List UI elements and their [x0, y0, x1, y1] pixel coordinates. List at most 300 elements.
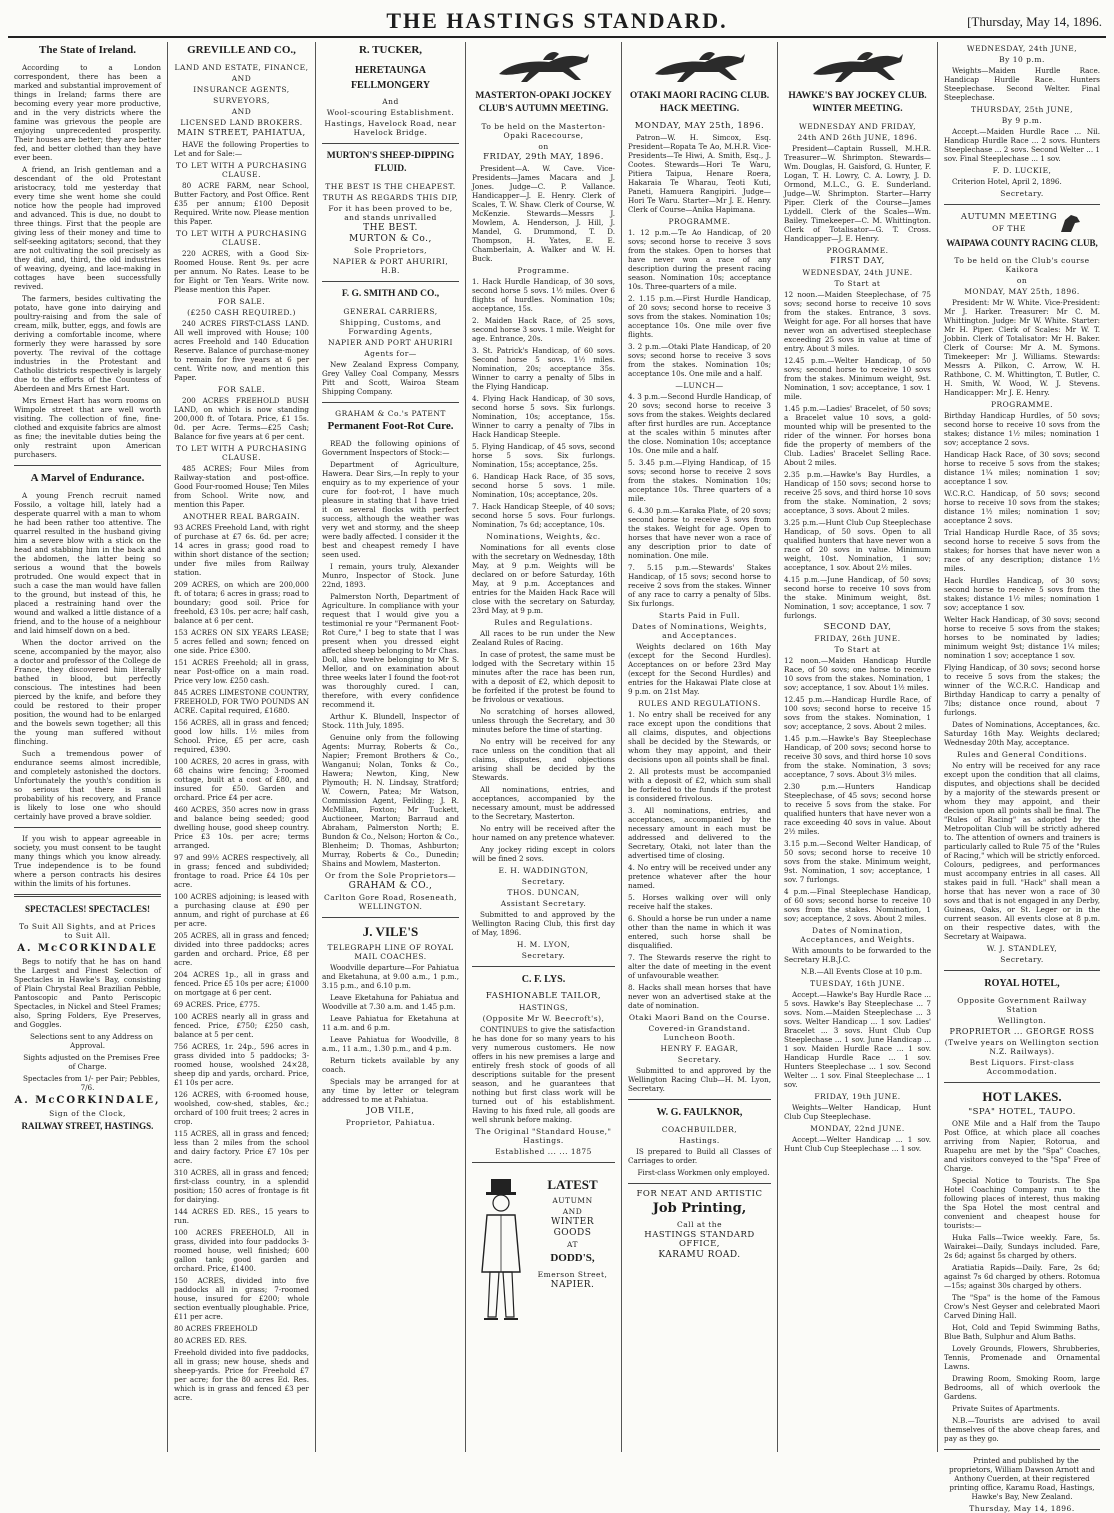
ad-paragraph: Department of Agriculture, Hawera. Dear Sirs,—In reply to your enquiry as to my experience of your cure for foot-rot, I have much pleasure in stating that I have tried it on several flocks with perfect success, although the weather was very wet and stormy, and the sheep were badly affected. I consider it the best and cheapest remedy I have seen used. — [322, 460, 459, 559]
ad-line: on — [538, 142, 549, 151]
dodds-ad — [472, 1169, 615, 1335]
section-heading: ANOTHER REAL BARGAIN. — [183, 512, 300, 521]
race-entry: 2. Maiden Hack Race, of 25 sovs, second horse 3 sovs. 1 mile. Weight for age. Entrance, 20s. — [472, 316, 615, 343]
day-heading: WEDNESDAY, 24th JUNE, — [966, 44, 1078, 53]
race-entry: 6. Handicap Hack Race, of 35 sovs, second horse 5 sovs. 1 mile. Nomination, 10s; acceptance, 20s. — [472, 472, 615, 499]
horse-head-icon — [1057, 212, 1083, 234]
ad-line: Secretary. — [1000, 189, 1044, 198]
race-entry: 12.45 p.m.—Welter Handicap, of 50 sovs; second horse to receive 10 sovs from the stakes. Minimum weight, 9st. Nomination, 1 sov; acceptance, 1 sov. 1 mile. — [784, 356, 931, 401]
rule-item: 7. The Stewards reserve the right to alter the date of meeting in the event of unfavourable weather. — [628, 953, 771, 980]
ad-paragraph: Accept.—Welter Handicap ... 1 sov. Hunt Club Cup Steeplechase ... 1 sov. — [784, 1135, 931, 1153]
ad-paragraph: READ the following opinions of Government Inspectors of Stock:— — [322, 439, 459, 457]
ad-line: Secretary. — [521, 951, 566, 960]
ad-line: Covered-in Grandstand. Luncheon Booth. — [648, 1024, 751, 1042]
ad-paragraph: Accept.—Hawke's Bay Hurdle Race ... 5 sovs. Hawke's Bay Steeplechase ... 7 sovs. Nom.—Maiden Steeplechase ... 3 sovs. Welter Handicap ... 1 sov. Ladies' Bracelet ... 3 sovs. Hunt Club Cup Steeplechase ... 1 sov. June Handicap ... 1 sov. Maiden Hurdle Race ... 1 sov. Handicap Hurdle Race ... 1 sov. Hunters Steeplechase ... 1 sov. Second Welter ... 1 sov. Final Steeplechase ... 1 sov. — [784, 990, 931, 1089]
imprint-date: Thursday, May 14, 1896. — [969, 1504, 1075, 1513]
ad-title-vile: J. VILE'S — [362, 924, 419, 939]
column-1 — [8, 42, 168, 1452]
divider — [944, 204, 1100, 205]
property-listing: 150 ACRES, divided into five paddocks all in grass; 7-roomed house, insured for £200; whole section eventually ploughable. Price, £11 per acre. — [174, 1276, 309, 1321]
race-officials: President—A. W. Cave. Vice-Presidents—James Macara and J. Jones. Judge—C. P. Vallance. Handicapper—J. E. Henry. Clerk of Scales, T. W. Shaw. Clerk of Course, W. McKenzie. Stewards—Messrs J. Mowlem, A. Henderson, J. Hill, J. Mandel, G. Drummond, T. D. Thompson, H. Yates, E. E. Chamberlain, A. Walker and W. H. Buck. — [472, 164, 615, 263]
ad-paragraph: Sights adjusted on the Premises Free of Charge. — [23, 1053, 160, 1071]
ad-line: HASTINGS, — [518, 1003, 569, 1012]
advertiser-signature: A. McCORKINDALE, — [14, 1095, 161, 1106]
ad-title-hot-lakes: HOT LAKES. — [982, 1089, 1062, 1104]
property-listing: 240 ACRES FIRST-CLASS LAND. All well improved with House; 100 acres Freehold and 140 Education Reserve. Balance of purchase-money to remain for five years at 6 per cent. Write now, and mention this Paper. — [174, 319, 309, 382]
ad-line: GOODS — [553, 1228, 592, 1238]
ad-paragraph: Genuine only from the following Agents: Murray, Roberts & Co., Napier; Fremont Brothers & Co., Wanganui; Nolan, Tonks & Co., Hawera; Newton, King, New Plymouth; H. N. Lindsay, Stratford; W. Cowern, Patea; Mr Watson, Commission Agent, Feilding; J. R. McMillan, Foxton; Mr Tuckett, Auctioneer, Marton; Barraud and Abraham, Palmerston North; E. Bundon & Co., Nelson; Horton & Co., Blenheim; D. Thomas, Ashburton; Murray, Roberts & Co., Dunedin; Shains and Mowlem, Masterton. — [322, 733, 459, 868]
ad-line: WEDNESDAY AND FRIDAY, — [798, 122, 917, 131]
waipawa-heading-text — [961, 211, 1057, 235]
ad-subtitle: Sign of the Clock, — [49, 1109, 126, 1118]
ad-paragraph: The "Spa" is the home of the Famous Crow's Nest Geyser and celebrated Maori Carved Dining Hall. — [944, 1293, 1100, 1320]
ad-line: (Twelve years on Wellington section N.Z. Railways). — [944, 1038, 1100, 1056]
section-heading: To Start at — [834, 645, 881, 654]
divider — [322, 402, 459, 403]
article-paragraph: When the doctor arrived on the scene, accompanied by the mayor, also a doctor and professor of the College de France, they discovered him literally bathed in blood, but perfectly conscious. The intestines had been pierced by the knife, and before they could be restored to their proper position, the wound had to be enlarged and the bowels sewn together; all this the young man suffered without flinching. — [14, 638, 161, 746]
ad-paragraph: First-class Workmen only employed. — [637, 1168, 770, 1177]
property-listing: 100 ACRES, 20 acres in grass, with 68 chains wire fencing; 3-roomed cottage, built at a cost of £80, and insured for £50. Garden and orchard. Price £4 per acre. — [174, 757, 309, 802]
race-meeting-title-hawkes-bay: HAWKE'S BAY JOCKEY CLUB. WINTER MEETING. — [788, 91, 927, 114]
ad-paragraph: No scratching of horses allowed, unless through the Secretary, and 30 minutes before the time of starting. — [472, 707, 615, 734]
ad-line: HASTINGS STANDARD OFFICE, — [644, 1230, 755, 1249]
ad-line: Sole Proprietors, — [353, 246, 428, 255]
ad-line: NAPIER. — [550, 1280, 595, 1290]
ad-line: GENERAL CARRIERS, — [343, 307, 438, 316]
ad-line: Secretary. — [677, 1055, 722, 1064]
race-entry: 7. Hack Handicap Steeple, of 40 sovs; second horse 5 sovs. Four furlongs. Nomination, 7s 6d; acceptance, 10s. — [472, 502, 615, 529]
property-listing: 115 ACRES, all in grass and fenced; less than 2 miles from the school and dairy factory. Price £7 10s per acre. — [174, 1129, 309, 1165]
ad-line: For it has been proved to be, and stands unrivalled — [328, 204, 453, 222]
ad-paragraph: I remain, yours truly, Alexander Munro, Inspector of Stock. June 22nd, 1893. — [322, 562, 459, 589]
ad-paragraph: Woodville departure—For Pahiatua and Eketahuna, at 9.00 a.m., 1 p.m., 3.15 p.m., and 6.10 p.m. — [322, 963, 459, 990]
divider — [628, 1183, 771, 1184]
ad-line: By 9 p.m. — [1001, 116, 1043, 125]
column-4 — [466, 42, 622, 1452]
article-title-endurance: A Marvel of Endurance. — [30, 472, 145, 484]
property-listing: 200 ACRES FREEHOLD BUSH LAND, on which is now standing 200,000 ft. of Totara. Price, £1 15s. 0d. per Acre. Terms—£25 Cash; Balance for five years at 6 per cent. — [174, 396, 309, 441]
ad-signature: F. D. LUCKIE, — [992, 166, 1052, 175]
race-entry: 12 noon.—Maiden Handicap Hurdle Race, of 50 sovs; one horse to receive 10 sovs from the stakes. Nomination, 1 sov; acceptance, 1 sov. About 1½ miles. — [784, 656, 931, 692]
rule-item: 4. No entry will be received under any pretence whatever after the hour named. — [628, 863, 771, 890]
ad-line: AUTUMN MEETING — [960, 212, 1058, 222]
ad-line: And — [382, 97, 399, 106]
ad-paragraph: Lovely Grounds, Flowers, Shrubberies, Tennis, Promenade and Ornamental Lawns. — [944, 1344, 1100, 1371]
race-entry: 12.45 p.m.—Handicap Hurdle Race, of 100 sovs; second horse to receive 15 sovs from the stakes. Nomination, 1 sov; acceptance, 2 sovs. About 2 miles. — [784, 695, 931, 731]
race-officials: President—Captain Russell, M.H.R. Treasurer—W. Shrimpton. Stewards—Wm. Douglas, H. Gaisford, G. Hunter, F. Logan, T. H. Lowry, C. A. Lowry, J. D. Ormond, M.L.C., G. E. Sunderland. Judge—W. Shrimpton. Starter—Harry Piper. Clerk of the Course—James Lyddell. Clerk of the Scales—Wm. Bailey. Timekeeper—C. M. Whittington. Clerk of Totalisator—G. T. Cross. Handicapper—J. E. Henry. — [784, 144, 931, 243]
property-listing: 220 ACRES, with a Good Six-Roomed House. Rent 9s. per acre per annum. No Rates. Lease to be for Eight or Ten Years. Write now. Please mention this Paper. — [174, 249, 309, 294]
race-meeting-title-waipawa: WAIPAWA COUNTY RACING CLUB, — [946, 238, 1098, 248]
meeting-date: MONDAY, MAY 25th, 1896. — [634, 121, 765, 131]
ad-line: KARAMU ROAD. — [658, 1250, 741, 1260]
race-entry: 2.30 p.m.—Hunters Handicap Steeplechase, of 45 sovs; second horse to receive 5 sovs from the stake. For qualified hunters that have never won a race exceeding 40 sovs in value. About 2½ miles. — [784, 782, 931, 836]
race-entry: 12 noon.—Maiden Steeplechase, of 75 sovs; second horse to receive 10 sovs from the stakes. Entrance, 3 sovs. Weight for age. For all horses that have never won an advertised steeplechase exceeding 25 sovs in value at time of entry. About 3 miles. — [784, 290, 931, 353]
meeting-date: MONDAY, MAY 25th, 1896. — [964, 287, 1080, 296]
ad-line: To be held on the Club's course Kaikora — [954, 256, 1090, 274]
ad-line: on — [1016, 276, 1028, 285]
ad-paragraph: Submitted to and approved by the Wellington Racing Club—H. M. Lyon, Secretary. — [628, 1066, 771, 1093]
ad-line: Opposite Government Railway Station — [957, 996, 1087, 1014]
ad-line: (Opposite Mr W. Beecroft's), — [482, 1014, 605, 1023]
ad-line: Or from the Sole Proprietors— — [324, 871, 457, 880]
race-entry: 2.35 p.m.—Hawke's Bay Hurdles, a Handicap of 150 sovs; second horse to receive 25 sovs, and third horse 10 sovs from the stake. Nomination, 2 sovs; acceptance, 3 sovs. About 2 miles. — [784, 470, 931, 515]
race-entry: 5. 3.45 p.m.—Flying Handicap, of 15 sovs; second horse to receive 2 sovs from the stakes. Nomination 10s; acceptance 10s. Three quarters of a mile. — [628, 458, 771, 503]
meeting-date: 24th AND 26th JUNE, 1896. — [797, 133, 918, 142]
ad-paragraph: All nominations, entries, and acceptances, accompanied by the necessary amount, must be addressed to the Secretary, Masterton. — [472, 785, 615, 821]
ad-line: FASHIONABLE TAILOR, — [485, 991, 602, 1001]
ad-line: AND — [231, 74, 252, 83]
ad-line: LATEST — [547, 1177, 598, 1192]
divider — [472, 1162, 615, 1163]
section-heading: Dates of Nominations, Weights, and Acceptances. — [632, 622, 767, 640]
property-listing: 205 ACRES, all in grass and fenced; divided into three paddocks; acres garden and orchard. Price, £8 per acre. — [174, 931, 309, 967]
divider — [944, 1082, 1100, 1083]
ad-signature: THOS. DUNCAN, — [507, 888, 580, 897]
ad-line: Wellington. — [997, 1016, 1047, 1025]
column-3 — [316, 42, 466, 1452]
divider — [14, 827, 161, 828]
section-heading: PROGRAMME. — [826, 246, 889, 255]
ad-line: THE BEST IS THE CHEAPEST. — [325, 182, 456, 191]
property-listing: 100 ACRES FREEHOLD, All in grass, divided into four paddocks 3-roomed house, well finished; 600 gallon tank; good garden and orchard. Price, £1400. — [174, 1228, 309, 1273]
ad-paragraph: New Zealand Express Company, Grey Valley Coal Company, Messrs Pitt and Scott, Wairoa Steam Shipping Company. — [322, 360, 459, 396]
advertiser-name: A. McCORKINDALE — [17, 943, 158, 954]
ad-title-footrot: Permanent Foot-Rot Cure. — [327, 420, 454, 432]
race-entry: Birthday Handicap Hurdles, of 50 sovs; second horse to receive 10 sovs from the stakes; distance 1½ miles; nomination 1 sov; acceptance 2 sovs. — [944, 411, 1100, 447]
race-entry: 3. 2 p.m.—Otaki Plate Handicap, of 20 sovs; second horse to receive 3 sovs from the stakes. Nomination 10s; acceptance 10s. One mile and a half. — [628, 342, 771, 378]
ad-line: FOR NEAT AND ARTISTIC — [636, 1189, 763, 1199]
ad-paragraph: Drawing Room, Smoking Room, large Bedrooms, all of which overlook the Gardens. — [944, 1374, 1100, 1401]
rule-item: 2. All protests must be accompanied with a deposit of £2, which sum shall be forfeited to the funds if the protest is considered frivolous. — [628, 767, 771, 803]
ad-line: NAPIER & PORT AHURIRI, H.B. — [332, 257, 449, 275]
race-meeting-title-otaki: OTAKI MAORI RACING CLUB. HACK MEETING. — [629, 91, 770, 114]
ad-line: Established ... ... 1875 — [495, 1147, 592, 1156]
ad-paragraph: With amounts to be forwarded to the Secretary H.B.J.C. — [784, 946, 931, 964]
rule-item: 3. All nominations, entries, and acceptances, accompanied by the necessary amount in each must be addressed and delivered to the Secretary, Otaki, not later than the advertised time of closing. — [628, 806, 771, 860]
ad-paragraph: No entry will be received for any race unless on the condition that all claims, disputes, and objections arising shall be decided by the Stewards. — [472, 737, 615, 782]
ad-title-smith: F. G. SMITH AND CO., — [341, 289, 440, 299]
property-listing: 80 ACRES ED. RES. — [174, 1336, 247, 1345]
property-listing: 80 ACRE FARM, near School, Butter Factory, and Post Office. Rent £35 per annum; £100 Deposit Required. Write now. Please mention this Paper. — [174, 181, 309, 226]
column-2 — [168, 42, 316, 1452]
property-listing: 153 ACRES ON SIX YEARS LEASE; 5 acres felled and sown; fenced on one side. Price £300. — [174, 628, 309, 655]
ad-line: Carlton Gore Road, Roseneath, WELLINGTON. — [324, 893, 457, 911]
rules-list — [628, 710, 771, 1010]
column-6 — [778, 42, 938, 1452]
section-heading: Nominations, Weights, &c. — [486, 532, 601, 541]
property-listing: 151 ACRES Freehold; all in grass, near Post-office on a main road. Price very low. £250 cash. — [174, 658, 309, 685]
race-entry: Hack Hurdles Handicap, of 30 sovs; second horse to receive 5 sovs from the stakes; distance 1½ miles; nomination 1 sov; acceptance 1 sov. — [944, 576, 1100, 612]
ad-line: INSURANCE AGENTS, — [193, 85, 290, 94]
article-paragraph: If you wish to appear agreeable in society, you must consent to be taught many things which you know already. True independence is to be found where a person contracts his desires within the limits of his fortunes. — [14, 834, 161, 888]
ad-paragraph: Private Suites of Apartments. — [952, 1404, 1060, 1413]
section-heading: FOR SALE. — [217, 385, 266, 394]
property-listing: 209 ACRES, on which are 200,000 ft. of totara; 6 acres in grass; road to boundary; good soil. Price for freehold, £3 10s. per acre; half cash, balance at 6 per cent. — [174, 580, 309, 625]
ad-paragraph: Begs to notify that he has on hand the Largest and Finest Selection of Spectacles in Hawke's Bay, consisting of Plain Chrystal Real Brazilian Pebble, Pantoscopic and Panto Periscopic Spectacles, in Nickel and Steel Frames; also, Spring Folders, Eye Preserves, and Goggles. — [14, 957, 161, 1029]
waipawa-heading-row — [944, 211, 1100, 235]
ad-line: Wool-scouring Establishment. — [326, 108, 455, 117]
section-heading: Rules and Regulations. — [494, 618, 593, 627]
ad-paragraph: Selections sent to any Address on Approval. — [29, 1032, 154, 1050]
section-heading: Programme. — [517, 266, 570, 275]
divider — [944, 970, 1100, 971]
property-listing: 460 ACRES, 350 acres now in grass and balance being seeded; good dwelling house, good sheep country. Price £3 10s. per acre; terms arranged. — [174, 805, 309, 850]
section-heading: PROGRAMME. — [990, 400, 1054, 409]
ad-paragraph: Aratiatia Rapids—Daily. Fare, 2s 6d; against 7s 6d charged by others. Rotomua—15s; against 30s charged by others. — [944, 1263, 1100, 1290]
ad-title-lys: C. F. LYS. — [521, 974, 566, 985]
ad-line: Secretary. — [1000, 955, 1044, 964]
rule-item: 6. Should a horse be run under a name other than the name in which it was entered, such horse shall be disqualified. — [628, 914, 771, 950]
day-heading: THURSDAY, 25th JUNE, — [970, 105, 1074, 114]
ad-paragraph: Nominations for all events close with the secretary on Wednesday, 18th May, at 9 p.m. Weights will be declared on or before Saturday, 16th May, at 9 p.m. Acceptances and entries for the Maiden Hack Race will close with the secretary on Saturday, 23rd May, at 9 p.m. — [472, 543, 615, 615]
article-paragraph: A friend, an Irish gentleman and a descendant of the old Protestant aristocracy, told me yesterday that every time she went home she could notice how the people had improved and advanced. This is due, no doubt to three things. First that the people are giving less of their money and time to self-seeking agitators; second, that they are not cultivating the soil precisely as they did, and, third, the old industries of weaving, dyeing, and lace-making in cottages have been successfully revived. — [14, 165, 161, 291]
imprint: Printed and published by the proprietors, William Dawson Arnott and Anthony Cuerden, at their registered printing office, Karamu Road, Hastings, Hawke's Bay, New Zealand. — [949, 1456, 1095, 1501]
section-heading: Starts Paid in Full. — [658, 611, 741, 620]
race-entry: W.C.R.C. Handicap, of 50 sovs; second horse to receive 10 sovs from the stakes; distance 1½ miles; nomination 1 sov; acceptance 2 sovs. — [944, 489, 1100, 525]
ad-title-job-printing: Job Printing, — [652, 1201, 747, 1216]
ad-line: MURTON & Co., — [349, 234, 432, 244]
ad-line: AND — [562, 1207, 583, 1216]
rule-item: 5. Horses walking over will only receive half the stakes. — [628, 893, 771, 911]
ad-line: TELEGRAPH LINE OF ROYAL MAIL COACHES. — [327, 943, 454, 961]
divider — [322, 281, 459, 282]
day-heading: FRIDAY, 26th JUNE. — [814, 634, 901, 643]
ad-paragraph: Hot, Cold and Tepid Swimming Baths, Blue Bath, Sulphur and Alum Baths. — [944, 1323, 1100, 1341]
ad-paragraph: Special Notice to Tourists. The Spa Hotel Coaching Company run to the following places of interest, thus making the Spa Hotel the most central and convenient and cheapest house for tourists:— — [944, 1176, 1100, 1230]
ad-paragraph: Leave Pahiatua for Eketahuna at 11 a.m. and 6 p.m. — [322, 1014, 459, 1032]
section-heading: (£250 CASH REQUIRED.) — [187, 308, 296, 317]
divider — [322, 917, 459, 918]
ad-paragraph: Specials may be arranged for at any time by letter or telegram addressed to me at Pahiatua. — [322, 1077, 459, 1104]
ad-line: Call at the — [676, 1220, 723, 1229]
ad-line: AT — [566, 1240, 578, 1249]
ad-line: THE BEST. — [363, 223, 418, 233]
divider — [14, 894, 161, 897]
racehorse-illustration — [489, 46, 599, 86]
ad-paragraph: IS prepared to Build all Classes of Carriages to order. — [628, 1147, 771, 1165]
race-entry: 4.15 p.m.—June Handicap, of 50 sovs; second horse to receive 10 sovs from the stake. Minimum weight, 8st. Nomination, 1 sov; acceptance, 1 sov. 7 furlongs. — [784, 575, 931, 620]
ad-line: SURVEYORS, — [213, 96, 270, 105]
race-entry: Flying Handicap, of 30 sovs; second horse to receive 5 sovs from the stakes; the winner of the W.C.R.C. Handicap and Birthday Handicap to carry a penalty of 7lbs; distance once round, about 7 furlongs. — [944, 663, 1100, 717]
ad-line: TRUTH AS REGARDS THIS DIP, — [322, 193, 459, 202]
section-heading: RULES AND REGULATIONS. — [638, 699, 761, 708]
ad-line: COACHBUILDER, — [661, 1125, 738, 1134]
race-entry: 3.15 p.m.—Second Welter Handicap, of 50 sovs; second horse to receive 10 sovs from the stake. Minimum weight, 9st. Nomination, 1 sov; acceptance, 1 sov. 7 furlongs. — [784, 839, 931, 884]
masthead — [8, 6, 1106, 38]
ad-title-murton: MURTON'S SHEEP-DIPPING FLUID. — [326, 151, 455, 174]
ad-line: To be held on the Masterton-Opaki Racecourse, — [481, 122, 606, 140]
gentleman-figure-illustration — [472, 1177, 530, 1327]
ad-signature: JOB VILE, — [366, 1106, 415, 1116]
ad-paragraph: In case of protest, the same must be lodged with the Secretary within 15 minutes after the race has been run, with a deposit of £2, which deposit to be forfeited if the protest be found to be frivolous or vexatious. — [472, 650, 615, 704]
ad-line: NAPIER AND PORT AHURIRI — [328, 338, 453, 347]
day-heading: FRIDAY, 19th JUNE. — [814, 1092, 901, 1101]
ad-paragraph: Submitted to and approved by the Wellington Racing Club, this first day of May, 1896. — [472, 910, 615, 937]
ad-line: Shipping, Customs, and Forwarding Agents, — [339, 318, 442, 336]
ad-line: Emerson Street, — [537, 1270, 608, 1279]
race-entry: 1.45 p.m.—Ladies' Bracelet, of 50 sovs; a Bracelet value 10 sovs, a gold-mounted whip will be presented to the rider of the winner. For horses bona fide the property of members of the Club. Ladies' Bracelet Selling Race. About 2 miles. — [784, 404, 931, 467]
ad-title-tucker: R. TUCKER, — [358, 44, 423, 56]
day-heading: SECOND DAY, — [823, 622, 892, 632]
race-program — [784, 290, 931, 620]
race-entry: 1. 12 p.m.—Te Ao Handicap, of 20 sovs; second horse to receive 3 sovs from the stakes. Open to horses that have never won a race of any description during the present racing season. Nomination 10s; acceptance 10s. Three-quarters of a mile. — [628, 228, 771, 291]
ad-line: HERETAUNGA FELLMONGERY — [350, 65, 431, 91]
ad-title-greville: GREVILLE AND CO., — [187, 44, 296, 56]
ad-paragraph: No entry will be received for any race except upon the condition that all claims, disputes, and objections shall be decided by a majority of the stewards present or whom they may appoint, and their decision upon all points shall be final. The "Rules of Racing" as adopted by the Metropolitan Club will be strictly adhered to. The attention of owners and trainers is particularly called to Rule 75 of the "Rules of Racing," which will be strictly enforced. Colours, pedigrees, and performances must accompany entries in all cases. All stakes paid in full. "Hack" shall mean a horse that has never won a race of 30 sovs and that is not engaged in any Derby, Guineas, Oaks, or St. Leger or in the current season. All events close at 8 p.m. on their respective dates, with the Secretary at Waipawa. — [944, 761, 1100, 941]
article-paragraph: A young French recruit named Fossilo, a voltage hill, lately had a desperate quarrel with a man to whom he had been rather too attentive. The quarrel resulted in the husband giving him a severe blow with a stick on the head and stabbing him in the back and the abdomen, the latter being so serious a wound that the bowels protruded. One would expect that in such a case the man would have fallen to the ground, but instead of this, he placed a restraining hand over the wound and walked a little distance of a friend, and to the house of a neighbour and laid himself down on a bed. — [14, 491, 161, 635]
article-paragraph: Mrs Ernest Hart has worn rooms on Wimpole street that are well worth visiting. The collection of fine, fine-clothed and exquisite fabrics are almost as fine; the inevitable duties being the only restraint upon American purchasers. — [14, 396, 161, 459]
ad-paragraph: Weights—Welter Handicap, Hunt Club Cup Steeplechase. — [784, 1103, 931, 1121]
ad-line: GRAHAM & CO., — [348, 881, 433, 891]
property-listing: 485 ACRES; Four Miles from Railway-station and post-office. Good Four-roomed House; Ten Miles from School. Write now, and mention this Paper. — [174, 464, 309, 509]
day-heading: MONDAY, 22nd JUNE. — [810, 1124, 905, 1133]
ad-line: Agents for— — [364, 349, 417, 358]
dodds-ad-text — [530, 1169, 615, 1292]
divider — [472, 966, 615, 967]
ad-paragraph: Huka Falls—Twice weekly. Fare, 5s. Wairakei—Daily, Sundays included. Fare, 2s 6d; against 5s charged by others. — [944, 1233, 1100, 1260]
ad-signature: H. M. LYON, — [516, 940, 571, 949]
ad-paragraph: HAVE the following Properties to Let and for Sale:— — [174, 140, 309, 158]
property-listing: 93 ACRES Freehold Land, with right of purchase at £7 6s. 6d. per acre; 14 acres in grass; good road to within short distance of the section; under five miles from Railway station. — [174, 523, 309, 577]
columns — [8, 42, 1106, 1513]
ad-address: RAILWAY STREET, HASTINGS. — [21, 1121, 154, 1131]
race-entry: 4. 3 p.m.—Second Hurdle Handicap, of 20 sovs; second horse to receive 3 sovs from the stakes. Weights declared after first hurdles are run. Acceptance at the scales within 5 minutes after the close. Nomination 10s; acceptance 10s. One mile and a half. — [628, 392, 771, 455]
issue-date: [Thursday, May 14, 1896. — [967, 14, 1102, 29]
section-heading: TO LET WITH A PURCHASING CLAUSE. — [175, 229, 307, 247]
newspaper-title: THE HASTINGS STANDARD. — [386, 8, 728, 33]
race-entry: 3. St. Patrick's Handicap, of 60 sovs. Second horse 5 sovs. 1½ miles. Nomination, 20s; acceptance 35s. Winner to carry a penalty of 5lbs in the Flying Handicap. — [472, 346, 615, 391]
property-listing: 100 ACRES adjoining; is leased with a purchasing clause at £90 per annum, and right of purchase at £6 per acre. — [174, 892, 309, 928]
column-5 — [622, 42, 778, 1452]
ad-line: Assistant Secretary. — [500, 899, 587, 908]
ad-line: Proprietor, Pahiatua. — [345, 1118, 436, 1127]
ad-line: AND — [231, 107, 252, 116]
ad-title-faulknor: W. G. FAULKNOR, — [656, 1107, 743, 1118]
section-heading: TO LET WITH A PURCHASING CLAUSE. — [175, 161, 307, 179]
ad-title-royal-hotel: ROYAL HOTEL, — [984, 978, 1060, 989]
divider — [322, 143, 459, 144]
ad-line: Best Liquors. First-class Accommodation. — [969, 1058, 1075, 1076]
ad-paragraph: Weights—Maiden Hurdle Race. Handicap Hurdle Race. Hunters Steeplechase. Second Welter. Final Steeplechase. — [944, 66, 1100, 102]
ad-line: Hastings, Havelock Road, near Havelock Bridge. — [324, 119, 457, 137]
ad-paragraph: Arthur K. Blundell, Inspector of Stock. 11th July, 1895. — [322, 712, 459, 730]
racehorse-illustration — [803, 46, 913, 86]
day-heading: FIRST DAY, — [830, 256, 885, 266]
ad-paragraph: Spectacles from 1/- per Pair; Pebbles, 7/6. — [22, 1074, 161, 1092]
section-heading: To Start at — [834, 279, 881, 288]
section-heading: —LUNCH— — [675, 381, 724, 390]
ad-subtitle: To Suit All Sights, and at Prices to Suit All. — [19, 922, 156, 940]
ad-paragraph: Leave Eketahuna for Pahiatua and Woodville at 7.30 a.m. and 1.45 p.m. — [322, 993, 459, 1011]
ad-line: LAND AND ESTATE, FINANCE, — [174, 63, 309, 72]
race-entry: Trial Handicap Hurdle Race, of 35 sovs; second horse to receive 5 sovs from the stakes; for horses that have never won a race of any description; distance 1½ miles. — [944, 528, 1100, 573]
divider — [628, 1099, 771, 1100]
race-meeting-title-masterton: MASTERTON-OPAKI JOCKEY CLUB'S AUTUMN MEETING. — [475, 91, 612, 114]
ad-line: WINTER — [550, 1217, 595, 1227]
ad-line: AUTUMN — [552, 1196, 593, 1205]
ad-line: PROPRIETOR ... GEORGE ROSS — [949, 1027, 1095, 1036]
ad-paragraph: Return tickets available by any coach. — [322, 1056, 459, 1074]
property-listing: 97 and 99½ ACRES respectively, all in grass; fenced and subdivided; frontage to road. Price £4 10s per acre. — [174, 853, 309, 889]
race-program — [472, 277, 615, 529]
race-officials: President: Mr W. White. Vice-President: Mr J. Harker. Treasurer: Mr C. M. Whittington. Judge: Mr W. White. Starter: Mr H. Piper. Clerk of Scales: Mr W. T. Jobbin. Clerk of Totalisator: Mr H. Baker. Clerk of Course: Mr A. M. Symons. Timekeeper: Mr J. Williams. Stewards: Messrs A. Pilkon, C. Arrow, W. H. Rathbone, C. M. Whittington, T. Butler, C. H. Smith, W. Wood, W. J. Stevens. Handicapper: Mr J. E. Henry. — [944, 298, 1100, 397]
section-heading: FOR SALE. — [217, 297, 266, 306]
ad-paragraph: CONTINUES to give the satisfaction he has done for so many years to his very numerous customers. He now offers in his new premises a large and entirely fresh stock of goods of all descriptions suitable for the present season, and he guarantees that nothing but first class work will be turned out of his establishment. Having to his fixed rule, all goods are well shrunk before making. — [472, 1025, 615, 1124]
ad-line: LICENSED LAND BROKERS. — [180, 118, 303, 127]
race-program — [784, 656, 931, 923]
race-entry: 5. Flying Handicap, of 45 sovs, second horse 5 sovs. Six furlongs. Nomination, 15s; acceptance, 25s. — [472, 442, 615, 469]
ad-line: Otaki Maori Band on the Course. — [628, 1013, 771, 1022]
article-paragraph: Such a tremendous power of endurance seems almost incredible, and completely astonished the doctors. Unfortunately the youth's condition is so serious that there is small probability of his recovery, and France is likely to lose one who should certainly have proved a brave soldier. — [14, 749, 161, 821]
ad-paragraph: All races to be run under the New Zealand Rules of Racing. — [472, 629, 615, 647]
property-list — [174, 523, 309, 1402]
property-listing: 144 ACRES ED. RES., 15 years to run. — [174, 1207, 309, 1225]
race-entry: 3.25 p.m.—Hunt Club Cup Steeplechase Handicap, of 50 sovs. Open to all qualified hunters that have never won a race of 20 sovs in value. Minimum weight, 10st. Nomination, 1 sov; acceptance, 1 sov. About 2½ miles. — [784, 518, 931, 572]
race-entry: 6. 4.30 p.m.—Karaka Plate, of 20 sovs; second horse to receive 3 sovs from the stakes. Weight for age. Open to horses that have never won a race of any description prior to date of nomination. One mile. — [628, 506, 771, 560]
race-entry: 1.45 p.m.—Hawke's Bay Steeplechase Handicap, of 200 sovs; second horse to receive 30 sovs, and third horse 10 sovs from the stake. Nomination, 3 sovs; acceptance, 7 sovs. About 3½ miles. — [784, 734, 931, 779]
ad-paragraph: Palmerston North, Department of Agriculture. In compliance with your request that I would give you a testimonial re your "Permanent Foot-Rot Cure," I beg to state that I was present when you dressed eight affected sheep belonging to Mr Chas. Doll, also twelve belonging to Mr S. Mellor, and on examination about three weeks later I found the foot-rot was thoroughly cured. I can, therefore, with every confidence recommend it. — [322, 592, 459, 709]
ad-line: OF THE — [992, 224, 1026, 233]
article-paragraph: The farmers, besides cultivating the potato, have gone into dairying and poultry-raising and from the sale of cream, milk, butter, eggs, and fowls are deriving a comfortable income, where formerly they were harassed by sore poverty. The revival of the cottage industries in the Protestant and Catholic districts respectively is largely due to the efforts of the Countess of Aberdeen and Mrs Ernest Hart. — [14, 294, 161, 393]
article-title-ireland: The State of Ireland. — [39, 44, 136, 56]
race-program — [628, 228, 771, 378]
race-program — [628, 392, 771, 608]
ad-signature: E. H. WADDINGTON, — [498, 866, 589, 875]
ad-line: DODD'S, — [550, 1252, 595, 1264]
ad-title-spectacles: SPECTACLES! SPECTACLES! — [25, 904, 150, 914]
section-heading: TO LET WITH A PURCHASING CLAUSE. — [175, 444, 307, 462]
ad-line: Hastings. — [679, 1136, 720, 1145]
property-listing: Freehold divided into five paddocks, all in grass; new house, sheds and sheep-yards. Price for Freehold £7 per acre; for the 80 acres Ed. Res. which is in grass and fenced £3 per acre. — [174, 1348, 309, 1402]
racehorse-illustration — [645, 46, 755, 86]
ad-paragraph: N.B.—All Events Close at 10 p.m. — [800, 967, 923, 976]
race-entry: Handicap Hack Race, of 30 sovs; second horse to receive 5 sovs from the stakes; distance 1¼ miles; nomination 1 sov; acceptance 1 sov. — [944, 450, 1100, 486]
ad-paragraph: N.B.—Tourists are advised to avail themselves of the above cheap fares, and pay as they go. — [944, 1416, 1100, 1443]
race-entry: 4. Flying Hack Handicap, of 30 sovs, second horse 5 sovs. Six furlongs. Nomination, 10s; acceptance, 15s. Winner to carry a penalty of 7lbs in Hack Handicap Steeple. — [472, 394, 615, 439]
property-listing: 126 ACRES, with 6-roomed house, woolshed, cow-shed, stables, &c.; orchard of 100 fruit trees; 2 acres in crop. — [174, 1090, 309, 1126]
property-listing: 156 ACRES, all in grass and fenced; good low hills. 1½ miles from School. Price, £5 per acre, cash required, £390. — [174, 718, 309, 754]
ad-paragraph: Criterion Hotel, April 2, 1896. — [952, 177, 1062, 186]
ad-line: GRAHAM & Co.'s PATENT — [335, 409, 446, 418]
ad-line: By 10 p.m. — [999, 55, 1045, 64]
rule-item: 1. No entry shall be received for any race except upon the conditions that all claims, disputes, and objections shall be decided by the Stewards, or whom they may appoint, and their decisions upon all points shall be final. — [628, 710, 771, 764]
ad-paragraph: Accept.—Maiden Hurdle Race ... Nil. Handicap Hurdle Race ... 2 sovs. Hunters Steeplechase ... 2 sovs. Second Welter ... 1 sov. Final Steeplechase ... 1 sov. — [944, 127, 1100, 163]
ad-paragraph: Leave Pahiatua for Woodville, 8 a.m., 11 a.m., 1.30 p.m., and 4 p.m. — [322, 1035, 459, 1053]
column-7 — [938, 42, 1106, 1513]
day-heading: TUESDAY, 16th JUNE. — [810, 979, 905, 988]
ad-line: Secretary. — [521, 877, 566, 886]
section-heading: Rules and General Conditions. — [956, 750, 1088, 759]
section-heading: Dates of Nomination, Acceptances, and Weights. — [800, 926, 915, 944]
ad-line: "SPA" HOTEL, TAUPO. — [968, 1107, 1076, 1117]
race-entry: 1. Hack Hurdle Handicap, of 30 sovs, second horse 5 sovs. 1½ miles. Over 6 flights of hurdles. Nomination 10s; acceptance, 15s. — [472, 277, 615, 313]
property-listing: 204 ACRES 1p., all in grass and fenced. Price £5 10s per acre; £1000 on mortgage at 6 per cent. — [174, 970, 309, 997]
ad-paragraph: Weights declared on 16th May (except for the Second Hurdles). Acceptances on or before 23rd May (except for the Second Hurdles) and entries for the Hakawai Plate close at 9 p.m. on 21st May. — [628, 642, 771, 696]
property-listing: 756 ACRES, 1r. 24p., 596 acres in grass divided into 5 paddocks; 3-roomed house, woolshed 24×28, sheep dip and yards, orchard. Price, £1 10s per acre. — [174, 1042, 309, 1087]
property-listing: 310 ACRES, all in grass and fenced; first-class country, in a splendid position; 150 acres of frontage is fit for dairying. — [174, 1168, 309, 1204]
section-heading: PROGRAMME. — [668, 217, 731, 226]
day-heading: WEDNESDAY, 24th JUNE. — [802, 268, 913, 277]
ad-paragraph: No entry will be received after the hour named on any pretence whatever. — [472, 824, 615, 842]
property-listing: 69 ACRES. Price, £775. — [174, 1000, 261, 1009]
rule-item: 8. Hacks shall mean horses that have never won an advertised stake at the date of nomination. — [628, 983, 771, 1010]
ad-line: MAIN STREET, PAHIATUA, — [177, 128, 306, 138]
ad-line: The Original "Standard House," Hastings. — [475, 1127, 612, 1145]
race-entry: Welter Hack Handicap, of 30 sovs; second horse to receive 5 sovs from the stakes; horses to be nominated by ladies; minimum weight 9st; distance 1¼ miles; nomination 1 sov; acceptance 1 sov. — [944, 615, 1100, 660]
ad-paragraph: Dates of Nominations, Acceptances, &c. Saturday 16th May. Weights declared; Wednesday 20th May, acceptance. — [944, 720, 1100, 747]
race-entry: 7. 5.15 p.m.—Stewards' Stakes Handicap, of 15 sovs; second horse to receive 2 sovs from the stakes. Winner of any race to carry a penalty of 5lbs. Six furlongs. — [628, 563, 771, 608]
property-listing: 845 ACRES LIMESTONE COUNTRY, FREEHOLD, FOR TWO POUNDS AN ACRE. Capital required, £1680. — [174, 688, 309, 715]
